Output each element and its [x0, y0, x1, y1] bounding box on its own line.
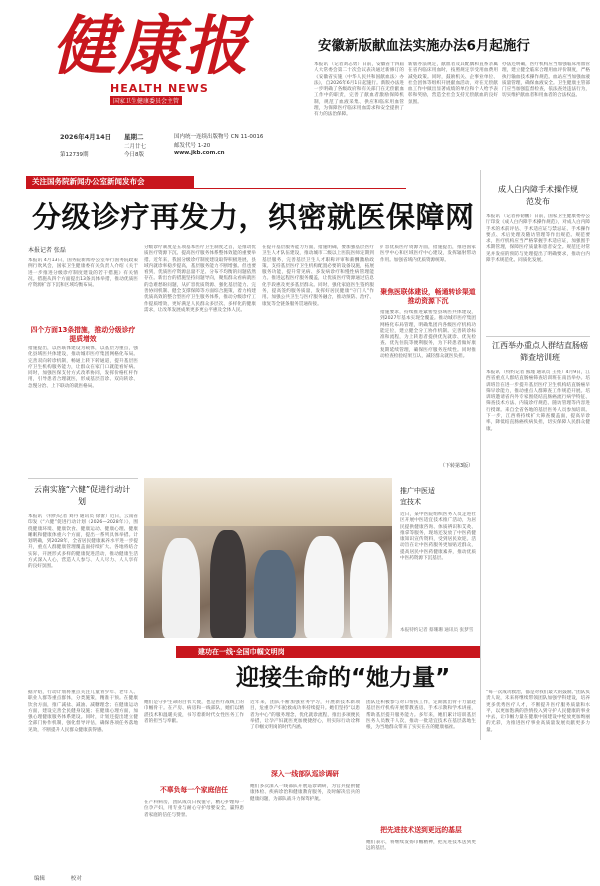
lower-col-1b: 在产科病房，团队成员日夜值守，精心护理每一位孕产妇，用专业与耐心守护母婴安全，赢得患者家庭的信任与赞誉。	[144, 800, 244, 818]
masthead	[14, 6, 314, 118]
lower-col-2: 近年来，团队不断加强业务学习，开展新技术新项目，危重孕产妇抢救成功率持续提升。她们坚持“以患者为中心”的服务理念，优化就诊流程，推出多项便民举措，让孕产妇就医更加便捷舒心，用实际行动诠释了巾帼文明岗的时代内涵。	[250, 700, 360, 731]
photo-figure-1	[162, 538, 200, 638]
footer-proof: 校对	[70, 876, 82, 882]
sub-heading-2: 聚焦医联体建设，畅通转诊渠道推动资源下沉	[380, 288, 476, 305]
sub-heading-4: 深入一线部队巡诊调研	[271, 770, 339, 778]
lower-right-col: “每一次成功救治，都是对我们最大的鼓励。”团队负责人说，未来将继续带领团队加强学科建设，培养更多优秀医疗人才，不断提升医疗服务质量和水平，以更加饱满的热情投入到守护人民健康的事业中去，让巾帼力量在健康中国建设中绽放更加绚丽的光彩，为推进医疗事业高质量发展贡献更多力量。	[486, 690, 590, 733]
main-byline: 本报记者 张磊	[28, 247, 66, 254]
lower-col-3b: 她们表示，将继续发扬巾帼精神，把先进技术送到更远的基层。	[366, 840, 476, 852]
photo-figure-5	[350, 542, 388, 638]
section-rule	[26, 188, 406, 189]
top-headline: 安徽新版献血法实施办法6月起施行	[318, 38, 530, 54]
main-headline: 分级诊疗再发力，织密就医保障网	[32, 200, 475, 234]
left-rule-1	[28, 478, 138, 479]
lower-left-col: 据介绍，行动计划将重点关注儿童青少年、老年人、职业人群等重点群体，分类施策，精准干预。在健康饮食方面，推广减盐、减油、减糖理念；在健康运动方面，建设完善全民健身设施；在健康心理方面，加强心理健康服务体系建设。同时，计划还提出建立健全部门协作机制，强化督导评估，确保各项任务落地见效，不断提升人民群众健康获得感。	[28, 690, 138, 733]
issue-weekday: 星期二	[124, 133, 144, 141]
issue-edition: 今日8版	[124, 152, 144, 158]
yunnan-body: 本报讯 （特约记者 刘丹 通讯员 徐蕾）近日，云南省印发《“六健”促进行动计划（2026—2028年）》，围绕健康环境、健康饮食、健康运动、健康心理、健康睡眠和健康体重六个方面，提出一系列具体举措。计划明确，到2028年，全省居民健康素养水平进一步提升，重点人群健康管理覆盖面持续扩大。各地将结合实际，开展形式多样的健康促进活动，推动健康生活方式深入人心，营造人人参与、人人尽力、人人享有的良好氛围。	[28, 514, 138, 570]
promo-body: 近日，某中医院组织医务人员走进社区开展中医适宜技术推广活动，为居民提供健康咨询、体质辨识和艾灸、推拿等服务，现场还发放了中医药健康知识宣传资料，受到居民欢迎。活动旨在让中医药服务更加贴近群众，提高居民中医药健康素养，推动优质中医药资源下沉基层。	[400, 512, 476, 562]
side-top-body: 本报讯 （记者孙韧鹏）日前，国家卫生健康委办公厅印发《成人白内障手术操作规范》，对成人白内障手术的术前评估、手术适应证与禁忌证、手术操作要点、术后处理及随访管理等作出规范。规范要求，医疗机构应当严格掌握手术适应证，加强围手术期管理，保障医疗质量和患者安全。规范还对常见并发症的预防与处理提出了明确要求，推动白内障手术规范化、同质化发展。	[486, 214, 590, 264]
lower-col-3: 团队还积极参与对口帮扶工作，定期派出骨干力量赴基层医疗机构开展带教查房、手术示教和学术讲座，帮助基层提升服务能力。多年来，她们累计培训基层医务人员数千人次，推动一批适宜技术在基层落地生根，为当地群众带来了实实在在的健康福祉。	[366, 700, 476, 731]
sub-heading-3: 不辜负每一个家庭信任	[160, 786, 228, 794]
main-col-3: 在提升基层服务能力方面，措施明确，要加强基层医疗卫生人才队伍建设，推动城市二级以上医院医师定期到基层服务，完善基层卫生人才职称评审和薪酬激励政策。支持基层医疗卫生机构配置必要的设备设施，拓展服务功能，提升常见病、多发病诊疗和慢性病管理能力。推进远程医疗服务覆盖，让优质医疗资源通过信息化手段惠及更多基层群众。同时，强化家庭医生签约服务，提高签约服务质量，发挥好居民健康“守门人”作用。加强公共卫生与医疗服务融合，推动预防、治疗、康复等全链条服务贯通衔接。	[262, 245, 374, 307]
photo-figure-4	[304, 536, 344, 638]
website: www.jkb.com.cn	[174, 150, 225, 156]
next-page-1: （下转第3版）	[440, 463, 474, 469]
main-col-4: 扩容优质医疗资源方面，措施提出，推进国家医学中心和区域医疗中心建设，发挥辐射带动作用。加强省域内优质资源统筹。	[380, 245, 476, 263]
side-mid-title: 江西举办重点人群结直肠癌筛查培训班	[492, 341, 588, 362]
main-col-2: 分级诊疗制度是五项基本医疗卫生制度之首，是推动优质医疗资源下沉、提高医疗服务体系整体效能的重要举措。近年来，我国分级诊疗制度建设取得积极进展，县域内就诊率稳步提高，基层服务能力不断增强。但也要看到，优质医疗资源总量不足、分布不均衡的问题依然存在。新出台的措施坚持问题导向，聚焦群众看病就医的急难愁盼问题，从扩容优质资源、强化基层能力、完善协同机制、健全支撑保障等方面综合施策，着力构建优质高效的整合型医疗卫生服务体系，推动分级诊疗工作提质增效，更好满足人民群众多层次、多样化的健康需求，让改革发展成果更多更公平惠及全体人民。	[144, 245, 256, 313]
issue-lunar: 二月廿七	[124, 144, 147, 150]
top-article-col-2: 新版办法规定，献血者及其配偶和直系亲属在省内临床用血时，按照规定享受用血费用减免政策。同时，鼓励机关、企事业单位、社会团体等组织开展献血活动，对在无偿献血工作中做出显著成绩的单位和个人给予表彰和奖励，营造全社会支持无偿献血的良好氛围。	[408, 62, 498, 105]
top-article-col-3: 办法还明确，医疗机构应当加强临床用血管理，建立健全临床合理用血评价制度，严格执行输血技术操作规范。血站应当加强血液质量管理，确保血液安全。卫生健康主管部门应当加强监督检查，依法查处违法行为，切实维护献血者和用血者的合法权益。	[502, 62, 590, 99]
news-photo	[144, 478, 392, 638]
issue-date: 2026年4月14日	[60, 133, 112, 141]
yunnan-title: 云南实施“六健”促进行动计划	[33, 485, 131, 506]
promo-title: 推广中医适宜技术	[400, 487, 435, 506]
top-article-col-1: 本报讯 （记者刘志勇）日前，安徽省十四届人大常委会第二十次会议表决通过新修订的《安徽省实施〈中华人民共和国献血法〉办法》，自2026年6月1日起施行。新版办法进一步明确了各级政府和有关部门在无偿献血工作中的职责，完善了献血者激励保障机制，规范了血液采集、供应和临床用血管理，为保障医疗临床用血需求和安全提供了有力的法治保障。	[314, 62, 404, 118]
main-col-1-intro: 本报讯 4月13日，国务院新闻办公室举行国务院政策例行吹风会，国家卫生健康委有关负责人介绍《关于进一步推进分级诊疗制度建设的若干措施》有关情况。措施从四个方面提出13条具体举措，推动优质医疗资源扩容下沉和区域均衡布局。	[28, 258, 138, 289]
side-rule-1	[486, 336, 590, 337]
lower-col-2b: 她们多次深入一线部队开展巡诊调研，为官兵提供健康体检、疾病诊治和健康教育服务，及时解决官兵的健康问题，为部队战斗力保驾护航。	[250, 784, 360, 802]
section-label: 关注国务院新闻办公室新闻发布会	[26, 176, 194, 188]
side-mid-body: 本报讯 （特约记者 熊瑾 通讯员 王亮）4月9日，江西省重点人群结直肠癌筛查培训班在南昌举办。培训班旨在进一步提升基层医疗卫生机构结直肠癌早筛早诊能力，推动重点人群筛查工作规范开展。培训班邀请省内外专家围绕结直肠癌流行病学特征、筛查技术方法、内镜诊疗规范、随访管理等内容进行授课。来自全省各地的基层医务人员参加培训。下一步，江西将持续扩大筛查覆盖面，提高早诊率，降低结直肠癌疾病负担，切实保障人民群众健康。	[486, 370, 590, 432]
postal-code: 邮发代号 1-20	[174, 143, 211, 149]
sub-heading-5: 把先进技术送到更远的基层	[380, 826, 462, 834]
sidebar-divider	[480, 170, 481, 740]
footer-edit: 编辑	[34, 876, 46, 882]
masthead-info	[60, 132, 300, 162]
banner-label: 建功在一线·全国巾帼文明岗	[176, 646, 480, 658]
masthead-english: HEALTH NEWS	[110, 82, 209, 95]
sub-heading-1: 四个方面13条措施，推动分级诊疗提质增效	[30, 326, 136, 343]
issue-number: 第12739期	[60, 152, 89, 158]
big-headline: 迎接生命的“她力量”	[236, 665, 451, 691]
photo-figure-2	[210, 530, 246, 638]
main-col-1-body: 措施提出，以医联体建设为载体，以基层为重点，强化县域医共体建设，推动城市医疗集团网格化布局。完善双向转诊机制，畅通上转下转通道，提升基层医疗卫生机构服务能力，让群众在家门口就能看好病。同时，加强医保支付方式改革协同，发挥价格杠杆作用，引导患者合理就医，形成基层首诊、双向转诊、急慢分治、上下联动的就医格局。	[28, 346, 138, 389]
cn-code: 国内统一连续出版物号 CN 11-0016	[174, 134, 264, 140]
masthead-sponsor: 国家卫生健康委员会主管	[110, 96, 182, 105]
main-col-4b: 措施要求，持续推进紧密型县域医共体建设，到2027年基本实现全覆盖。推动城市医疗集团网格化布局管理，明确集团内各级医疗机构功能定位，建立健全分工协作机制。完善转诊标准和流程，为上转患者提供优先就诊、优先检查、优先住院等便利服务，为下转患者做好康复期延续管理，确保医疗服务连续性。同时推动检查检验结果互认，减轻群众就医负担。	[380, 310, 476, 360]
photo-figure-3	[254, 550, 296, 638]
masthead-logo: 健康报	[52, 9, 250, 84]
photo-caption: 本报特约记者 蔡珊珊 通讯员 张梦雪	[400, 628, 474, 633]
lower-col-1: 她们是守护生命的白衣天使，也是医疗战线上的巾帼骨干。在产房、病房和一线部队，她们以精湛技术和温暖关爱，书写着新时代女性医务工作者的担当与奉献。	[144, 700, 244, 724]
side-top-title: 成人白内障手术操作规范发布	[498, 185, 578, 206]
footer	[34, 874, 134, 884]
photo-tent	[144, 478, 392, 526]
